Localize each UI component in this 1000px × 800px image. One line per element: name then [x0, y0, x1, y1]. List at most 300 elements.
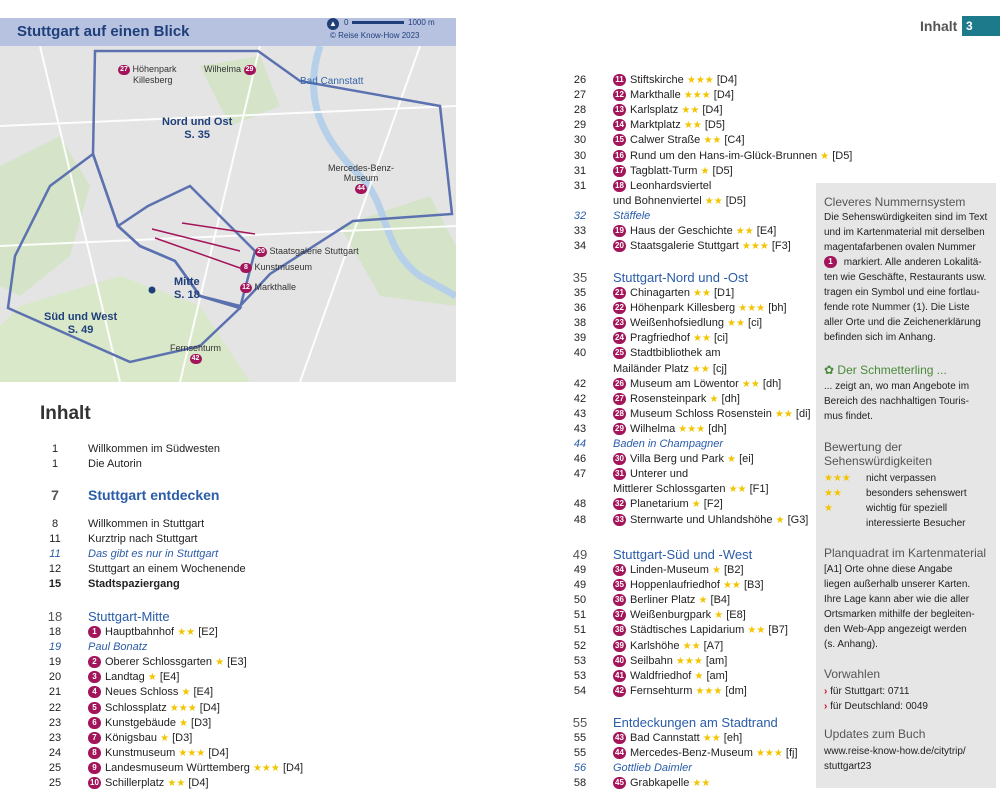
toc-entry-title: Stuttgart an einem Wochenende: [88, 563, 246, 576]
toc-entry-grid: [E4]: [159, 671, 180, 684]
sight-number-badge: 35: [613, 579, 626, 591]
toc-entry-title: Schlossplatz: [105, 701, 167, 714]
toc-entry-title: Landesmuseum Württemberg: [105, 761, 250, 774]
toc-entry-title: Willkommen im Südwesten: [88, 443, 221, 455]
map-label-bad-cannstatt: Bad Cannstatt: [300, 76, 364, 87]
toc-section-title: Entdeckungen am Stadtrand: [613, 715, 778, 730]
toc-entry-text: [613, 422, 727, 437]
toc-entry-title: Tagblatt-Turm: [630, 164, 698, 177]
toc-entry-page: 56: [573, 762, 587, 775]
toc-entry-title: Landtag: [105, 671, 145, 684]
planquadrat-line: liegen außerhalb unserer Karten.: [824, 579, 971, 590]
toc-entry-grid: [B4]: [710, 594, 731, 607]
vorwahl-item: [824, 684, 928, 699]
toc-entry-grid: [D4]: [713, 89, 734, 102]
rating-stars-icon: ★★★: [738, 303, 766, 315]
toc-entry-page: 15: [48, 578, 62, 591]
toc-entry-page: 55: [573, 747, 587, 760]
rating-stars-icon: ★★: [727, 318, 745, 330]
rating-stars-icon: ★★: [681, 105, 700, 117]
map-label-fernsehturm: Fernsehturm 42: [170, 343, 222, 362]
rating-stars-icon: ★★★: [683, 90, 711, 102]
toc-entry-page: 30: [573, 149, 587, 162]
toc-entry-text: [613, 731, 742, 746]
sight-number-badge: 25: [613, 347, 626, 359]
toc-entry-page: 18: [48, 626, 62, 638]
nummern-line: befinden sich im Anhang.: [824, 332, 936, 343]
sight-number-badge: 44: [613, 747, 626, 759]
sight-number-badge: 15: [613, 134, 626, 146]
planquadrat-line: Ortsmarken mithilfe der begleiten-: [824, 609, 975, 620]
scale-zero: 0: [344, 18, 349, 27]
toc-entry-grid: [G3]: [787, 513, 809, 526]
toc-entry-grid: [E4]: [756, 225, 777, 237]
toc-entry-page: 33: [573, 225, 587, 237]
toc-entry-text: [613, 224, 776, 239]
rating-stars-icon: ★★: [693, 288, 711, 299]
toc-entry-text: [613, 761, 692, 776]
toc-entry-title: Stadtspaziergang: [88, 578, 180, 591]
toc-entry-title: Pragfriedhof: [630, 332, 690, 345]
toc-entry-grid: [D4]: [208, 746, 229, 759]
toc-entry-grid: [ei]: [739, 453, 754, 466]
map-header: [0, 18, 456, 46]
north-arrow-icon: ▲: [327, 18, 339, 30]
sight-number-badge: 7: [88, 732, 101, 744]
toc-entry-title: Berliner Platz: [630, 594, 696, 607]
toc-entry-page: 23: [48, 716, 62, 729]
sight-number-badge: 20: [613, 240, 626, 252]
toc-entry-page: 12: [48, 563, 62, 576]
toc-entry-grid: [D4]: [716, 74, 738, 86]
toc-entry-page: 47: [573, 468, 587, 481]
sight-number-badge: 1: [824, 256, 837, 268]
toc-entry-grid: [D5]: [832, 149, 853, 162]
toc-entry-title: Baden in Champagner: [613, 438, 724, 450]
rating-stars-icon: ★: [714, 610, 724, 622]
rating-stars-icon: ★★: [774, 408, 793, 420]
sight-number-badge: 4: [88, 686, 101, 698]
toc-entry-grid: [E2]: [198, 626, 218, 638]
rating-stars-icon: ★: [709, 393, 719, 405]
rating-stars-icon: ★★: [691, 363, 710, 375]
toc-section-page: 18: [47, 609, 63, 624]
toc-entry-title: Paul Bonatz: [88, 641, 148, 654]
toc-entry-page: 28: [573, 104, 587, 117]
bewertung-row: [824, 502, 947, 515]
nummern-line: fende rote Nummer (1). Die Liste: [824, 302, 970, 313]
toc-entry-title: Fernsehturm: [630, 684, 693, 697]
toc-entry-text: [613, 482, 769, 497]
toc-entry-grid: [D1]: [714, 287, 735, 299]
toc-entry-title: Kurztrip nach Stuttgart: [88, 533, 198, 546]
toc-entry-text: [88, 457, 142, 472]
toc-entry-title: Höhenpark Killesberg: [630, 302, 736, 315]
toc-entry-grid: [D5]: [704, 119, 725, 132]
planquadrat-title: Planquadrat im Kartenmaterial: [824, 546, 987, 560]
sight-number-badge: 24: [613, 332, 626, 344]
toc-entry-text: [88, 442, 220, 457]
rating-stars-icon: ★★: [722, 580, 741, 592]
toc-entry-title: Staatsgalerie Stuttgart: [630, 240, 739, 253]
schmetterling-line: ... zeigt an, wo man Angebote im: [824, 381, 970, 392]
toc-entry-page: 53: [573, 654, 587, 667]
toc-entry-title: Bad Cannstatt: [630, 732, 700, 744]
toc-entry-text: [613, 684, 747, 699]
bewertung-text: nicht verpassen: [866, 473, 937, 484]
toc-entry-page: 22: [48, 701, 62, 714]
toc-entry-text: [613, 497, 723, 512]
toc-entry-title: Karlsplatz: [630, 104, 679, 117]
bewertung-row: [824, 517, 966, 530]
rating-stars-icon: ★★: [692, 778, 711, 790]
toc-entry-page: 11: [49, 548, 61, 561]
sight-number-badge: 38: [613, 624, 626, 636]
chevron-right-icon: ›: [824, 701, 831, 712]
sight-number-badge: 31: [613, 468, 626, 480]
toc-entry-text: [613, 513, 808, 528]
sight-number-badge: 8: [88, 747, 101, 759]
rating-stars-icon: ★: [694, 670, 704, 682]
toc-entry-grid: [E4]: [193, 686, 214, 699]
toc-entry-text: [88, 655, 247, 670]
toc-entry-title: Seilbahn: [630, 654, 673, 667]
toc-entry-page: 42: [573, 392, 587, 405]
sight-number-badge: 1: [88, 626, 101, 638]
toc-entry-title: Stadtbibliothek am: [630, 347, 721, 360]
toc-entry-grid: [bh]: [768, 302, 787, 315]
toc-entry-grid: [B2]: [723, 564, 744, 576]
toc-entry-title: Willkommen in Stuttgart: [88, 518, 205, 530]
rating-stars-icon: ★★★: [824, 473, 851, 484]
schmetterling-line: Bereich des nachhaltigen Touris-: [824, 396, 969, 407]
sight-number-badge: 19: [613, 225, 626, 237]
toc-entry-text: [88, 776, 209, 791]
toc-entry-title: Das gibt es nur in Stuttgart: [88, 548, 219, 561]
mitte-dot: [149, 287, 156, 294]
toc-entry-text: [613, 179, 711, 194]
toc-entry-text: [613, 103, 723, 118]
vorwahl-text: für Deutschland: 0049: [830, 701, 928, 712]
toc-entry-grid: [dh]: [762, 377, 782, 390]
rating-stars-icon: ★: [160, 732, 170, 744]
toc-entry-page: 34: [573, 240, 587, 253]
toc-entry-page: 49: [573, 579, 587, 592]
sight-number-badge: 32: [613, 498, 626, 510]
toc-entry-page: 1: [51, 443, 59, 455]
toc-entry-title: Calwer Straße: [630, 134, 701, 147]
sight-number-badge: 41: [613, 670, 626, 682]
nummern-line: tragen ein Symbol und eine fortlau-: [824, 287, 980, 298]
rating-stars-icon: ★: [820, 150, 830, 162]
sight-number-badge: 22: [613, 302, 626, 314]
sight-number-badge: 11: [613, 74, 626, 86]
sight-number-badge: 45: [613, 777, 626, 789]
toc-entry-title: Stäffele: [613, 209, 651, 222]
toc-entry-text: [613, 194, 746, 209]
sight-number-badge: 14: [613, 119, 626, 131]
toc-entry-text: [88, 670, 179, 685]
toc-entry-text: [613, 593, 730, 608]
toc-entry-title: Markthalle: [630, 89, 681, 102]
toc-entry-grid: [di]: [795, 407, 811, 420]
rating-stars-icon: ★: [727, 454, 736, 466]
sight-number-badge: 26: [613, 378, 626, 390]
sight-number-badge: 33: [613, 514, 626, 526]
toc-entry-text: [88, 640, 147, 655]
sight-number-badge: 27: [613, 393, 626, 405]
toc-entry-grid: [D5]: [725, 194, 746, 207]
toc-section-page: 55: [572, 715, 588, 730]
sight-number-badge: 3: [88, 671, 101, 683]
toc-entry-title: Hoppenlaufriedhof: [630, 579, 720, 592]
toc-entry-page: 35: [573, 287, 587, 299]
toc-entry-text: [88, 625, 218, 640]
vorwahlen-title: Vorwahlen: [824, 667, 881, 681]
butterfly-icon: ✿: [824, 363, 835, 377]
toc-entry-grid: [fj]: [785, 747, 798, 760]
toc-entry-grid: [D4]: [188, 777, 209, 789]
schmetterling-line: mus findet.: [824, 411, 873, 422]
sight-number-badge: 6: [88, 717, 101, 729]
toc-entry-text: [613, 133, 745, 148]
toc-entry-page: 25: [48, 777, 62, 789]
toc-entry-text: [613, 362, 727, 377]
toc-entry-page: 46: [573, 453, 587, 466]
vorwahl-text: für Stuttgart: 0711: [830, 686, 910, 697]
toc-entry-text: [613, 654, 727, 669]
map-label-markthalle: 12 Markthalle: [240, 282, 296, 293]
toc-entry-grid: [B7]: [768, 624, 788, 637]
nummern-text: [824, 210, 987, 345]
toc-entry-text: [88, 716, 211, 731]
toc-entry-grid: [C4]: [724, 134, 745, 147]
rating-stars-icon: ★: [698, 595, 708, 607]
toc-section-title: Stuttgart-Süd und -West: [613, 547, 753, 562]
toc-entry-text: [613, 776, 710, 791]
toc-entry-page: 20: [48, 671, 62, 684]
toc-entry-text: [613, 316, 762, 331]
toc-entry-text: [613, 639, 723, 654]
toc-entry-title: Hauptbahnhof: [105, 626, 175, 638]
toc-entry-text: [88, 685, 213, 700]
rating-stars-icon: ★★★: [169, 702, 197, 714]
toc-entry-text: [613, 239, 791, 254]
toc-entry-title: Weißenburgpark: [630, 609, 712, 622]
toc-entry-page: 54: [573, 684, 587, 697]
toc-entry-title: Wilhelma: [630, 422, 676, 435]
toc-entry-text: [613, 346, 721, 361]
toc-entry-title: Linden-Museum: [630, 564, 709, 576]
rating-stars-icon: ★★★: [678, 423, 706, 435]
toc-entry-text: [613, 467, 688, 482]
rating-stars-icon: ★★: [167, 778, 186, 789]
nummern-line: ten wie Geschäfte, Restaurants usw.: [824, 272, 987, 283]
toc-entry-text: [613, 563, 744, 578]
toc-entry-title: Oberer Schlossgarten: [105, 656, 212, 669]
toc-entry-grid: [am]: [706, 669, 728, 682]
toc-entry-text: [613, 608, 746, 623]
rating-stars-icon: ★: [700, 165, 710, 177]
rating-stars-icon: ★★★: [675, 655, 703, 667]
toc-entry-page: 39: [573, 332, 587, 345]
toc-entry-grid: [A7]: [703, 639, 724, 652]
toc-entry-grid: [D3]: [191, 716, 212, 729]
planquadrat-line: [A1] Orte ohne diese Angabe: [824, 564, 953, 575]
rating-stars-icon: ★: [181, 687, 191, 699]
rating-stars-icon: ★★: [728, 484, 747, 496]
toc-section-title: Stuttgart-Mitte: [88, 609, 170, 624]
toc-entry-title: Rosensteinpark: [630, 392, 707, 405]
sight-number-badge: 36: [613, 594, 626, 606]
toc-entry-page: 1: [51, 458, 59, 471]
map-label-kunstmuseum: 8 Kunstmuseum: [240, 262, 312, 273]
toc-entry-grid: [D3]: [172, 731, 193, 744]
toc-entry-text: [613, 452, 754, 467]
toc-entry-page: 44: [573, 438, 587, 450]
toc-entry-title: Rund um den Hans-im-Glück-Brunnen: [630, 149, 818, 162]
sight-number-badge: 29: [613, 423, 626, 435]
toc-entry-page: 19: [48, 656, 62, 669]
schmetterling-text: [824, 379, 969, 424]
updates-text: [824, 744, 966, 774]
sight-number-badge: 10: [88, 777, 101, 789]
bewertung-title: Bewertung der Sehenswürdigkeiten: [824, 440, 933, 468]
toc-entry-grid: [D5]: [712, 164, 733, 177]
toc-entry-page: 48: [573, 513, 587, 526]
rating-stars-icon: ★: [215, 657, 225, 669]
updates-line: stuttgart23: [824, 761, 872, 772]
toc-entry-page: 31: [573, 164, 587, 177]
rating-stars-icon: ★★: [703, 135, 722, 147]
toc-entry-grid: [am]: [705, 654, 728, 667]
chevron-right-icon: ›: [824, 686, 831, 697]
schmetterling-title: ✿ Der Schmetterling ...: [824, 363, 947, 377]
toc-entry-text: [613, 392, 740, 407]
toc-entry-text: [613, 669, 728, 684]
rating-stars-icon: ★★: [683, 120, 702, 132]
toc-entry-page: 19: [48, 641, 62, 654]
toc-entry-page: 36: [573, 302, 587, 315]
toc-entry-text: [613, 88, 734, 103]
toc-entry-text: [88, 547, 218, 562]
toc-entry-grid: [ci]: [748, 317, 763, 330]
toc-entry-page: 53: [573, 669, 587, 682]
vorwahlen-list: [824, 684, 928, 714]
toc-entry-title: Leonhardsviertel: [630, 179, 712, 192]
rating-stars-icon: ★★★: [178, 747, 206, 759]
sight-number-badge: 18: [613, 180, 626, 192]
map-label-nord-ost: Nord und Ost S. 35: [162, 116, 233, 141]
sight-number-badge: 34: [613, 564, 626, 576]
toc-entry-text: [613, 377, 781, 392]
sight-number-badge: 42: [613, 685, 626, 697]
toc-entry-page: 51: [573, 624, 587, 637]
toc-entry-page: 40: [573, 347, 587, 360]
toc-entry-page: 21: [48, 686, 62, 699]
sight-number-badge: 21: [613, 287, 626, 299]
nummern-line: 1 markiert. Alle anderen Lokalitä-: [824, 255, 987, 270]
sight-number-badge: 13: [613, 104, 626, 116]
updates-title: Updates zum Buch: [824, 727, 926, 741]
toc-entry-text: [613, 118, 725, 133]
toc-entry-page: 27: [573, 89, 587, 102]
toc-entry-title: und Bohnenviertel: [613, 194, 702, 207]
toc-entry-title: Kunstmuseum: [105, 746, 176, 759]
info-sidebar: [816, 183, 996, 788]
toc-entry-grid: [dh]: [708, 422, 727, 435]
rating-stars-icon: ★★: [824, 488, 842, 499]
toc-entry-title: Villa Berg und Park: [630, 453, 724, 466]
toc-section-page: 35: [572, 270, 588, 285]
toc-entry-title: Die Autorin: [88, 458, 142, 471]
toc-entry-page: 52: [573, 639, 587, 652]
toc-entry-title: Chinagarten: [630, 287, 690, 299]
toc-entry-page: 29: [573, 119, 587, 132]
toc-section-page: 49: [572, 547, 588, 562]
nummern-line: und im Kartenmaterial mit derselben: [824, 227, 985, 238]
toc-entry-text: [613, 301, 787, 316]
toc-entry-text: [88, 761, 303, 776]
toc-entry-page: 38: [573, 317, 587, 330]
toc-entry-page: 51: [573, 609, 587, 622]
toc-entry-title: Marktplatz: [630, 119, 681, 132]
toc-entry-page: 24: [48, 746, 62, 759]
toc-entry-grid: [dh]: [721, 392, 740, 405]
toc-entry-grid: [dm]: [725, 684, 747, 697]
map-label-sued-west: Süd und West S. 49: [44, 311, 118, 336]
toc-entry-page: 25: [48, 761, 62, 774]
toc-entry-page: 30: [573, 134, 587, 147]
scale-bar: [352, 21, 404, 24]
toc-entry-text: [613, 286, 734, 301]
toc-entry-title: Gottlieb Daimler: [613, 762, 692, 775]
sight-number-badge: 9: [88, 762, 101, 774]
toc-entry-grid: [D4]: [702, 104, 723, 117]
rating-stars-icon: ★★: [682, 640, 701, 652]
toc-entry-page: 8: [51, 518, 59, 530]
toc-entry-page: 11: [49, 533, 61, 546]
toc-entry-title: Mailänder Platz: [613, 362, 689, 375]
toc-entry-title: Königsbau: [105, 731, 157, 744]
toc-entry-title: Haus der Geschichte: [630, 225, 733, 237]
sight-number-badge: 39: [613, 640, 626, 652]
vorwahl-item: [824, 699, 928, 714]
map-label-staatsgalerie: 20 Staatsgalerie Stuttgart: [255, 246, 359, 257]
rating-stars-icon: ★★★: [741, 241, 769, 253]
sight-number-badge: 12: [613, 89, 626, 101]
toc-entry-title: Waldfriedhof: [630, 669, 692, 682]
rating-stars-icon: ★: [691, 499, 701, 511]
toc-entry-text: [613, 623, 788, 638]
planquadrat-line: (s. Anhang).: [824, 639, 878, 650]
toc-entry-page: 55: [573, 732, 587, 744]
nummern-title: Cleveres Nummernsystem: [824, 195, 966, 209]
updates-line: www.reise-know-how.de/citytrip/: [824, 746, 966, 757]
sight-number-badge: 43: [613, 732, 626, 744]
bewertung-row: [824, 487, 967, 500]
toc-entry-grid: [eh]: [723, 732, 743, 744]
toc-entry-page: 48: [573, 498, 587, 511]
sight-number-badge: 17: [613, 165, 626, 177]
toc-entry-text: [613, 407, 811, 422]
map-title: Stuttgart auf einen Blick: [17, 23, 190, 40]
sight-number-badge: 5: [88, 702, 101, 714]
toc-entry-page: 49: [573, 564, 587, 576]
rating-stars-icon: ★: [775, 514, 785, 526]
toc-heading: Inhalt: [40, 403, 91, 424]
toc-entry-grid: [F3]: [771, 240, 791, 253]
